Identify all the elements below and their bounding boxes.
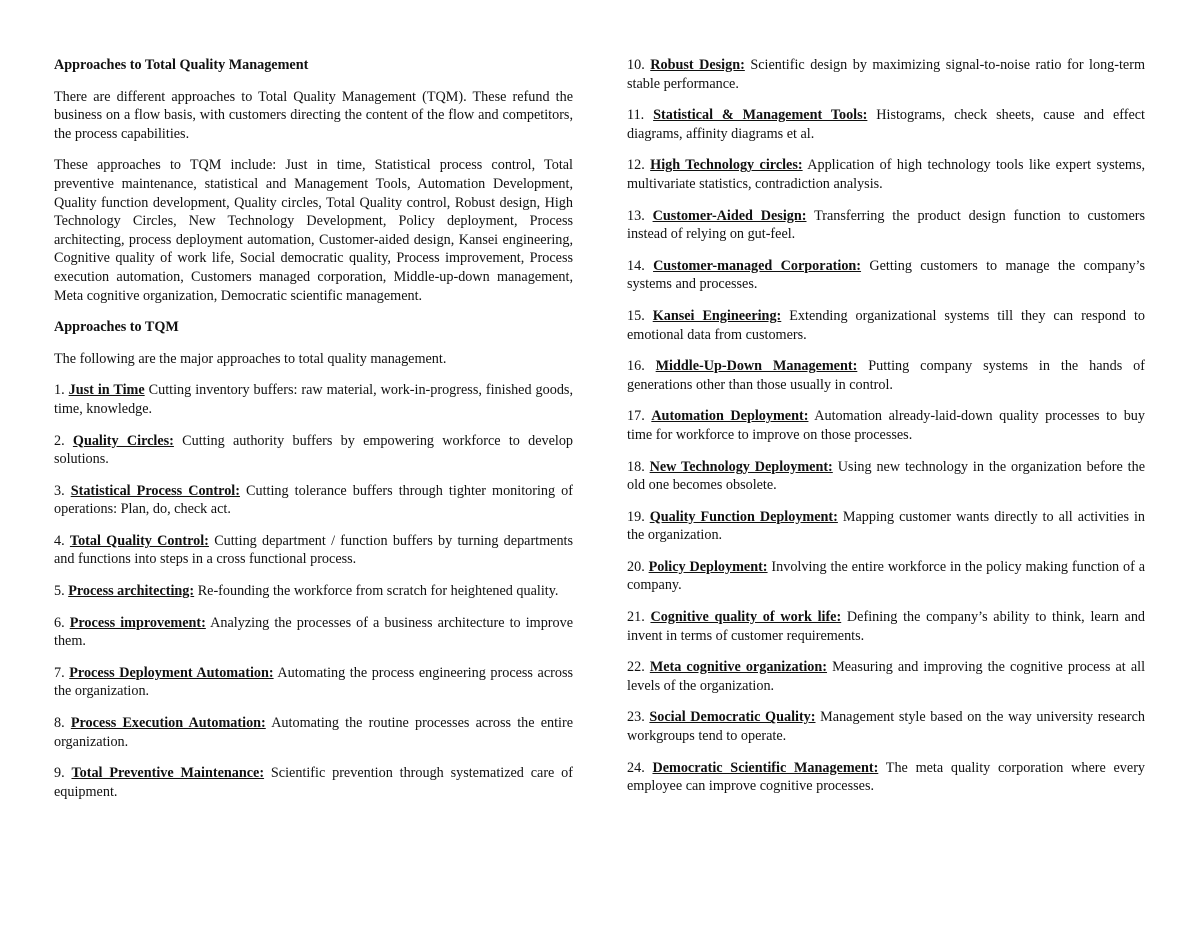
item-description: Automation already-laid-down quality processes to buy time for workforce to improve on those processes. [627, 408, 1145, 443]
item-number: 24. [627, 759, 645, 776]
list-item [627, 558, 1145, 595]
item-number: 21. [627, 609, 645, 626]
item-term: Process Execution Automation: [70, 715, 266, 732]
item-description: Re-founding the workforce from scratch for heightened quality. [197, 583, 559, 600]
list-item [627, 407, 1145, 444]
item-number: 1. [54, 382, 65, 399]
list-item [627, 458, 1145, 495]
item-description: The meta quality corporation where every employee can improve cognitive processes. [627, 759, 1146, 795]
item-number: 19. [627, 508, 645, 525]
item-description: Automating the process engineering process across the organization. [54, 664, 573, 700]
item-number: 12. [627, 157, 645, 174]
list-item [54, 614, 573, 651]
item-number: 16. [627, 358, 645, 375]
approaches-list-paragraph: These approaches to TQM include: Just in time, Statistical process control, Total preventive maintenance, statistical and Management Tools, Automation Development, Quality function development, Quality circles, Total Quality control, Robust design, High Technology Circles, New Technology Development, Policy deployment, Process architecting, process deployment automation, Customer-aided design, Kansei engineering, Cognitive quality of work life, Social democratic quality, Process improvement, Process execution automation, Customers managed corporation, Middle-up-down management, Meta cognitive organization, Democratic scientific management. [54, 157, 573, 304]
item-description: Getting customers to manage the company’s systems and processes. [627, 257, 1146, 293]
item-term: Quality Circles: [72, 432, 174, 449]
item-description: Management style based on the way university research workgroups tend to operate. [627, 709, 1146, 745]
item-term: Total Quality Control: [69, 532, 209, 549]
list-item [54, 432, 573, 469]
item-description: Scientific prevention through systematized care of equipment. [54, 765, 574, 800]
item-description: Scientific design by maximizing signal-to-noise ratio for long-term stable performance. [627, 57, 1145, 92]
item-number: 23. [627, 709, 645, 726]
list-item [627, 357, 1145, 394]
section-intro: The following are the major approaches to total quality management. [54, 350, 447, 367]
item-term: Middle-Up-Down Management: [655, 358, 858, 375]
item-description: Transferring the product design function to customers instead of relying on gut-feel. [627, 207, 1145, 243]
item-number: 20. [627, 558, 645, 575]
item-term: Customer-Aided Design: [652, 207, 807, 224]
item-term: Cognitive quality of work life: [650, 609, 842, 626]
item-term: Just in Time [68, 382, 145, 399]
item-term: Robust Design: [650, 57, 745, 73]
list-item [627, 658, 1145, 695]
item-term: Statistical Process Control: [70, 482, 240, 499]
item-term: Meta cognitive organization: [649, 659, 828, 676]
item-number: 5. [54, 583, 65, 600]
list-item [54, 582, 573, 601]
document-title: Approaches to Total Quality Management [54, 57, 309, 73]
list-item [627, 156, 1145, 193]
item-term: High Technology circles: [650, 157, 803, 174]
item-description: Mapping customer wants directly to all activities in the organization. [627, 508, 1145, 544]
item-number: 14. [627, 257, 645, 274]
item-number: 22. [627, 659, 645, 676]
item-description: Cutting inventory buffers: raw material, work-in-progress, finished goods, time, knowledge. [54, 382, 574, 417]
item-description: Analyzing the processes of a business architecture to improve them. [54, 614, 573, 650]
right-column [627, 56, 1145, 809]
item-number: 18. [627, 458, 645, 475]
item-term: Democratic Scientific Management: [652, 759, 879, 776]
item-number: 11. [627, 107, 645, 124]
item-description: Cutting authority buffers by empowering workforce to develop solutions. [54, 432, 574, 468]
item-description: Extending organizational systems till they can respond to emotional data from customers. [627, 307, 1145, 343]
list-item [627, 257, 1145, 294]
item-term: Automation Deployment: [651, 408, 809, 425]
item-number: 6. [54, 614, 65, 631]
item-number: 4. [54, 532, 65, 549]
list-item [627, 608, 1145, 645]
item-description: Cutting tolerance buffers through tighter monitoring of operations: Plan, do, check act. [54, 482, 573, 518]
list-item [54, 664, 573, 701]
item-number: 15. [627, 307, 645, 324]
list-item [54, 381, 573, 418]
intro-paragraph: There are different approaches to Total Quality Management (TQM). These refund the business on a flow basis, with customers directing the content of the flow and competitors, the process capabilities. [54, 88, 573, 142]
item-number: 13. [627, 207, 645, 224]
item-description: Cutting department / function buffers by turning departments and functions into steps in a cross functional process. [54, 532, 574, 568]
item-number: 8. [54, 715, 65, 732]
item-number: 10. [627, 57, 645, 73]
list-item [627, 508, 1145, 545]
item-term: Statistical & Management Tools: [653, 107, 868, 124]
list-item [627, 106, 1145, 143]
item-term: Process Deployment Automation: [69, 664, 274, 681]
item-number: 9. [54, 765, 65, 782]
list-item [627, 207, 1145, 244]
list-item [627, 759, 1145, 796]
list-item [54, 764, 573, 801]
item-term: Process improvement: [69, 614, 206, 631]
item-description: Application of high technology tools like expert systems, multivariate statistics, contradiction analysis. [627, 157, 1146, 192]
list-item [54, 482, 573, 519]
item-description: Automating the routine processes across the entire organization. [54, 715, 574, 750]
section-heading: Approaches to TQM [54, 319, 179, 336]
list-item [627, 307, 1145, 344]
item-description: Using new technology in the organization before the old one becomes obsolete. [627, 458, 1146, 494]
item-term: Kansei Engineering: [652, 307, 782, 324]
item-term: Process architecting: [68, 583, 195, 600]
item-number: 3. [54, 482, 65, 499]
item-term: Total Preventive Maintenance: [71, 765, 265, 782]
left-column [54, 56, 573, 814]
item-description: Measuring and improving the cognitive process at all levels of the organization. [627, 659, 1146, 694]
item-description: Involving the entire workforce in the policy making function of a company. [627, 558, 1146, 594]
item-term: Social Democratic Quality: [649, 709, 816, 726]
item-term: New Technology Deployment: [649, 458, 833, 475]
item-number: 2. [54, 432, 65, 449]
item-description: Putting company systems in the hands of generations other than those usually in control. [627, 358, 1145, 393]
item-number: 7. [54, 664, 65, 681]
list-item [54, 532, 573, 569]
list-item [627, 56, 1145, 93]
item-term: Policy Deployment: [648, 558, 768, 575]
list-item [627, 708, 1145, 745]
item-description: Defining the company’s ability to think, learn and invent in terms of customer requirements. [627, 609, 1146, 644]
list-item [54, 714, 573, 751]
item-number: 17. [627, 408, 645, 425]
item-term: Customer-managed Corporation: [653, 257, 862, 274]
item-term: Quality Function Deployment: [649, 508, 838, 525]
item-description: Histograms, check sheets, cause and effect diagrams, affinity diagrams et al. [627, 107, 1145, 142]
